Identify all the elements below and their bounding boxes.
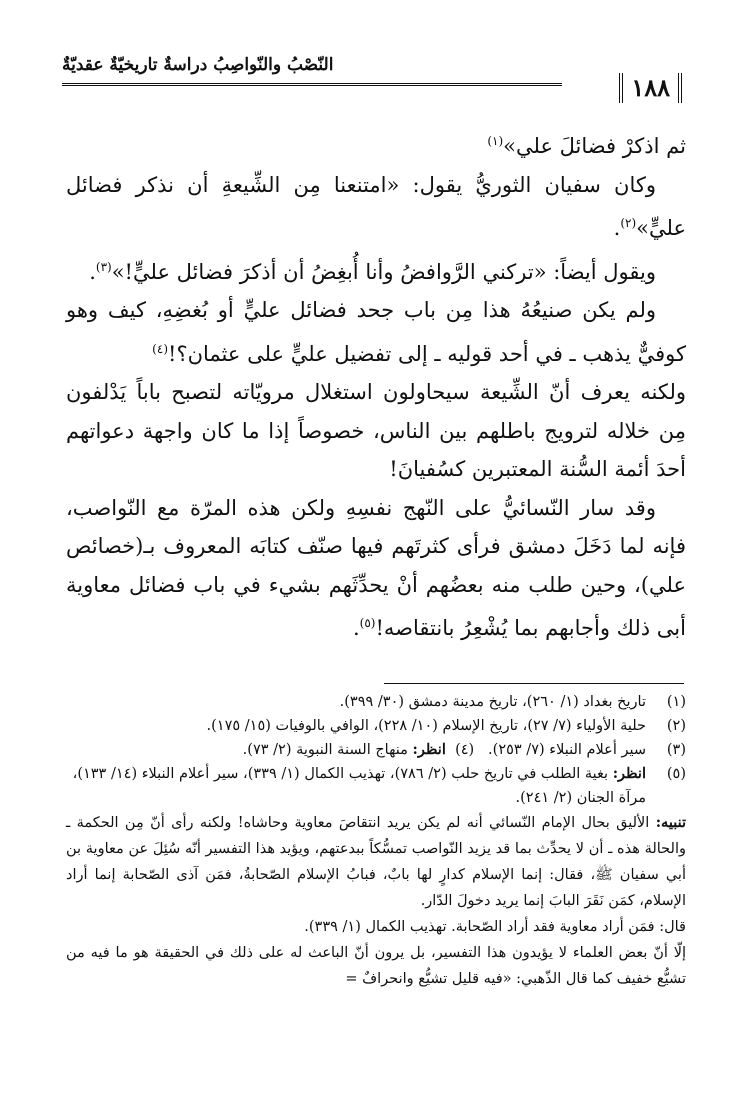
- footnote-quote: قال: فمَن أراد معاوية فقد أراد الصّحابة. تهذيب الكمال (١/ ٣٣٩).: [304, 919, 686, 935]
- page-number: ١٨٨: [619, 73, 682, 103]
- main-text: [66, 122, 686, 648]
- book-title: النّصْبُ والنّواصِبُ دراسةٌ تاريخيّةٌ عقديّةٌ: [62, 55, 334, 75]
- footnote: (٥) انظر: بغية الطلب في تاريخ حلب (٢/ ٧٨٦)، تهذيب الكمال (١/ ٣٣٩)، سير أعلام النبلاء (١٤/ ١٣٣)، مرآة الجنان (٢/ ٢٤١).: [72, 765, 686, 806]
- footnote-note: تنبيه: الأليق بحال الإمام النّسائي أنه لم يكن يريد انتقاصَ معاوية وحاشاه! ولكنه رأى أنّ مِن الحكمة ـ والحالة هذه ـ أن لا يحدِّث بما قد يزيد النّواصب تمسُّكاً ببدعتهم، ويؤيد هذا التفسير أنّه سُئِلَ عن معاوية بن أبي سفيان ﷺ، فقال: إنما الإسلام كدارٍ لها بابٌ، فبابُ الإسلام الصّحابةُ، فمَن آذى الصّحابة إنما أراد الإسلام، كمَن نَقَرَ البابَ إنما يريد دخولَ الدّار.: [66, 814, 686, 909]
- footnotes: [66, 690, 686, 992]
- footnote-separator: [384, 683, 684, 684]
- footnote-continuation: إلّا أنّ بعض العلماء لا يؤيدون هذا التفسير، بل يرون أنّ الباعث له على ذلك في الحقيقة هو ما فيه من تشيُّع خفيف كما قال الذّهبي: «فيه قليل تشيُّع وانحرافٌ =: [66, 945, 686, 987]
- paragraph: ولكنه يعرف أنّ الشِّيعة سيحاولون استغلال مرويّاته لتصبح باباً يَدْلفون مِن خلاله لترويج باطلهم بين الناس، خصوصاً إذا ما كان واجهة دعواتهم أحدَ أئمة السُّنة المعتبرين كسُفيانَ!: [66, 380, 686, 481]
- paragraph: ثم اذكرْ فضائلَ علي»$^{(١)}$: [487, 134, 686, 158]
- paragraph: وكان سفيان الثوريُّ يقول: «امتنعنا مِن الشِّيعةِ أن نذكر فضائل عليٍّ»$^{(٢)}$.: [66, 172, 686, 240]
- paragraph: ويقول أيضاً: «تركني الرَّوافضُ وأنا أُبغِضُ أن أذكرَ فضائل عليٍّ!»$^{(٣)}$.: [89, 259, 656, 284]
- paragraph: وقد سار النّسائيُّ على النّهج نفسِهِ ولكن هذه المرّة مع النّواصب، فإنه لما دَخَلَ دمشق فرأى كثرتَهم فيها صنّف كتابَه المعروف بـ(خصائص علي)، وحين طلب منه بعضُهم أنْ يحدِّثَهم بشيء في باب فضائل معاوية أبى ذلك وأجابهم بما يُشْعِرُ بانتقاصه!$^{(٥)}$.: [66, 495, 686, 640]
- page-header: [62, 55, 682, 115]
- footnote: (١) تاريخ بغداد (١/ ٢٦٠)، تاريخ مدينة دمشق (٣٠/ ٣٩٩).: [339, 694, 686, 710]
- header-rule: [62, 83, 562, 86]
- footnote: (٣) سير أعلام النبلاء (٧/ ٢٥٣). (٤) انظر: منهاج السنة النبوية (٢/ ٧٣).: [242, 741, 686, 758]
- footnote: (٢) حلية الأولياء (٧/ ٢٧)، تاريخ الإسلام (١٠/ ٢٢٨)، الوافي بالوفيات (١٥/ ١٧٥).: [206, 718, 686, 734]
- paragraph: ولم يكن صنيعُهُ هذا مِن باب جحد فضائل عليٍّ أو بُغضِهِ، كيف وهو كوفيٌّ يذهب ـ في أحد قوليه ـ إلى تفضيل عليٍّ على عثمان؟!$^{(٤)}$: [66, 298, 686, 366]
